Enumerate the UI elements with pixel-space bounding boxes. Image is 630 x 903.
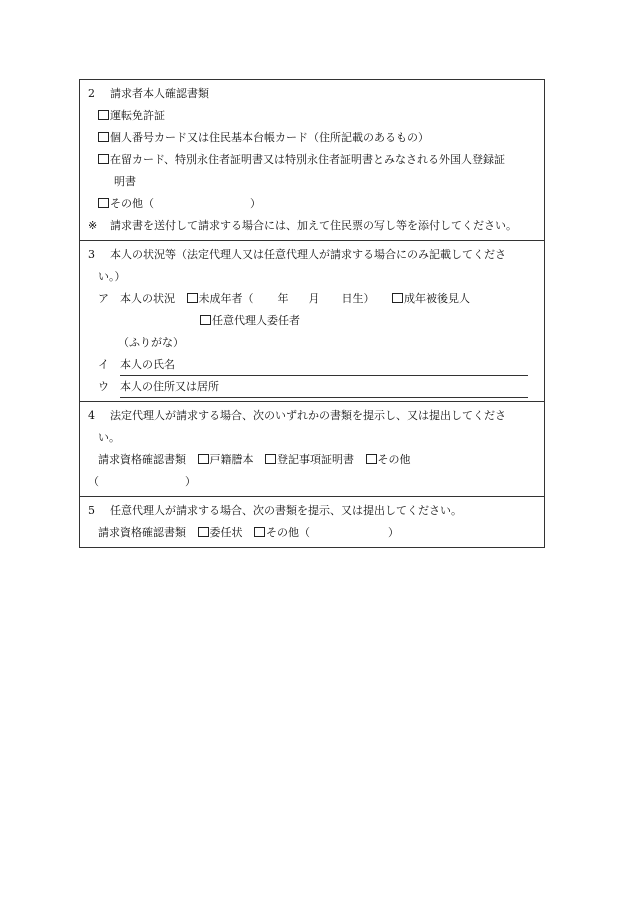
other-paren-row: （ ） xyxy=(88,475,196,488)
section-title: 請求者本人確認書類 xyxy=(110,87,209,100)
section-title-cont: い。 xyxy=(98,431,120,444)
section-title-cont: い。） xyxy=(98,270,126,283)
form-box xyxy=(79,79,545,548)
status-label: 本人の状況 xyxy=(120,292,175,305)
section-4 xyxy=(80,401,544,496)
checkbox-principal[interactable] xyxy=(200,315,211,325)
section-number: 4 xyxy=(88,409,95,422)
section-5 xyxy=(80,496,544,547)
name-field[interactable]: 本人の氏名 xyxy=(120,355,528,376)
address-field[interactable]: 本人の住所又は居所 xyxy=(120,377,528,398)
checkbox-minor[interactable] xyxy=(187,293,198,303)
checkbox-adult-ward[interactable] xyxy=(392,293,403,303)
section-number: 2 xyxy=(88,87,95,100)
furigana-label: （ふりがな） xyxy=(118,336,184,349)
checkbox-icon[interactable] xyxy=(98,198,109,208)
section-3 xyxy=(80,240,544,401)
checkbox-icon[interactable] xyxy=(98,132,109,142)
section-title: 本人の状況等（法定代理人又は任意代理人が請求する場合にのみ記載してくださ xyxy=(110,248,506,261)
section-number: 5 xyxy=(88,504,95,517)
checkbox-other[interactable] xyxy=(254,527,265,537)
docs-label: 請求資格確認書類 xyxy=(98,453,186,466)
checkbox-drivers-license[interactable]: 運転免許証 xyxy=(88,105,534,127)
residence-card-continuation: 明書 xyxy=(114,175,136,188)
checkbox-principal-row[interactable]: 任意代理人委任者 xyxy=(88,310,534,332)
name-row: イ 本人の氏名 xyxy=(88,354,534,376)
checkbox-registry-certificate[interactable] xyxy=(265,454,276,464)
checkbox-power-of-attorney[interactable] xyxy=(198,527,209,537)
section-2 xyxy=(80,80,544,240)
section-title: 任意代理人が請求する場合、次の書類を提示、又は提出してください。 xyxy=(110,504,462,517)
checkbox-family-register[interactable] xyxy=(198,454,209,464)
note-mark: ※ xyxy=(88,219,98,232)
section-title: 法定代理人が請求する場合、次のいずれかの書類を提示し、又は提出してくださ xyxy=(110,409,506,422)
checkbox-icon[interactable] xyxy=(98,110,109,120)
checkbox-other[interactable]: その他（ ） xyxy=(88,193,534,215)
docs-label: 請求資格確認書類 xyxy=(98,526,186,539)
checkbox-icon[interactable] xyxy=(98,154,109,164)
section-number: 3 xyxy=(88,248,95,261)
status-row: ア 本人の状況 未成年者（ 年 月 日生） 成年被後見人 xyxy=(98,292,470,305)
checkbox-other[interactable] xyxy=(366,454,377,464)
docs-row: 請求資格確認書類 委任状 その他（ ） xyxy=(98,526,399,539)
checkbox-my-number-card[interactable]: 個人番号カード又は住民基本台帳カード（住所記載のあるもの） xyxy=(88,127,534,149)
docs-row: 請求資格確認書類 戸籍謄本 登記事項証明書 その他 xyxy=(98,453,411,466)
section-note: ※ 請求書を送付して請求する場合には、加えて住民票の写し等を添付してください。 xyxy=(88,215,534,237)
address-row: ウ 本人の住所又は居所 xyxy=(88,376,534,398)
checkbox-residence-card[interactable]: 在留カード、特別永住者証明書又は特別永住者証明書とみなされる外国人登録証 xyxy=(88,149,534,171)
